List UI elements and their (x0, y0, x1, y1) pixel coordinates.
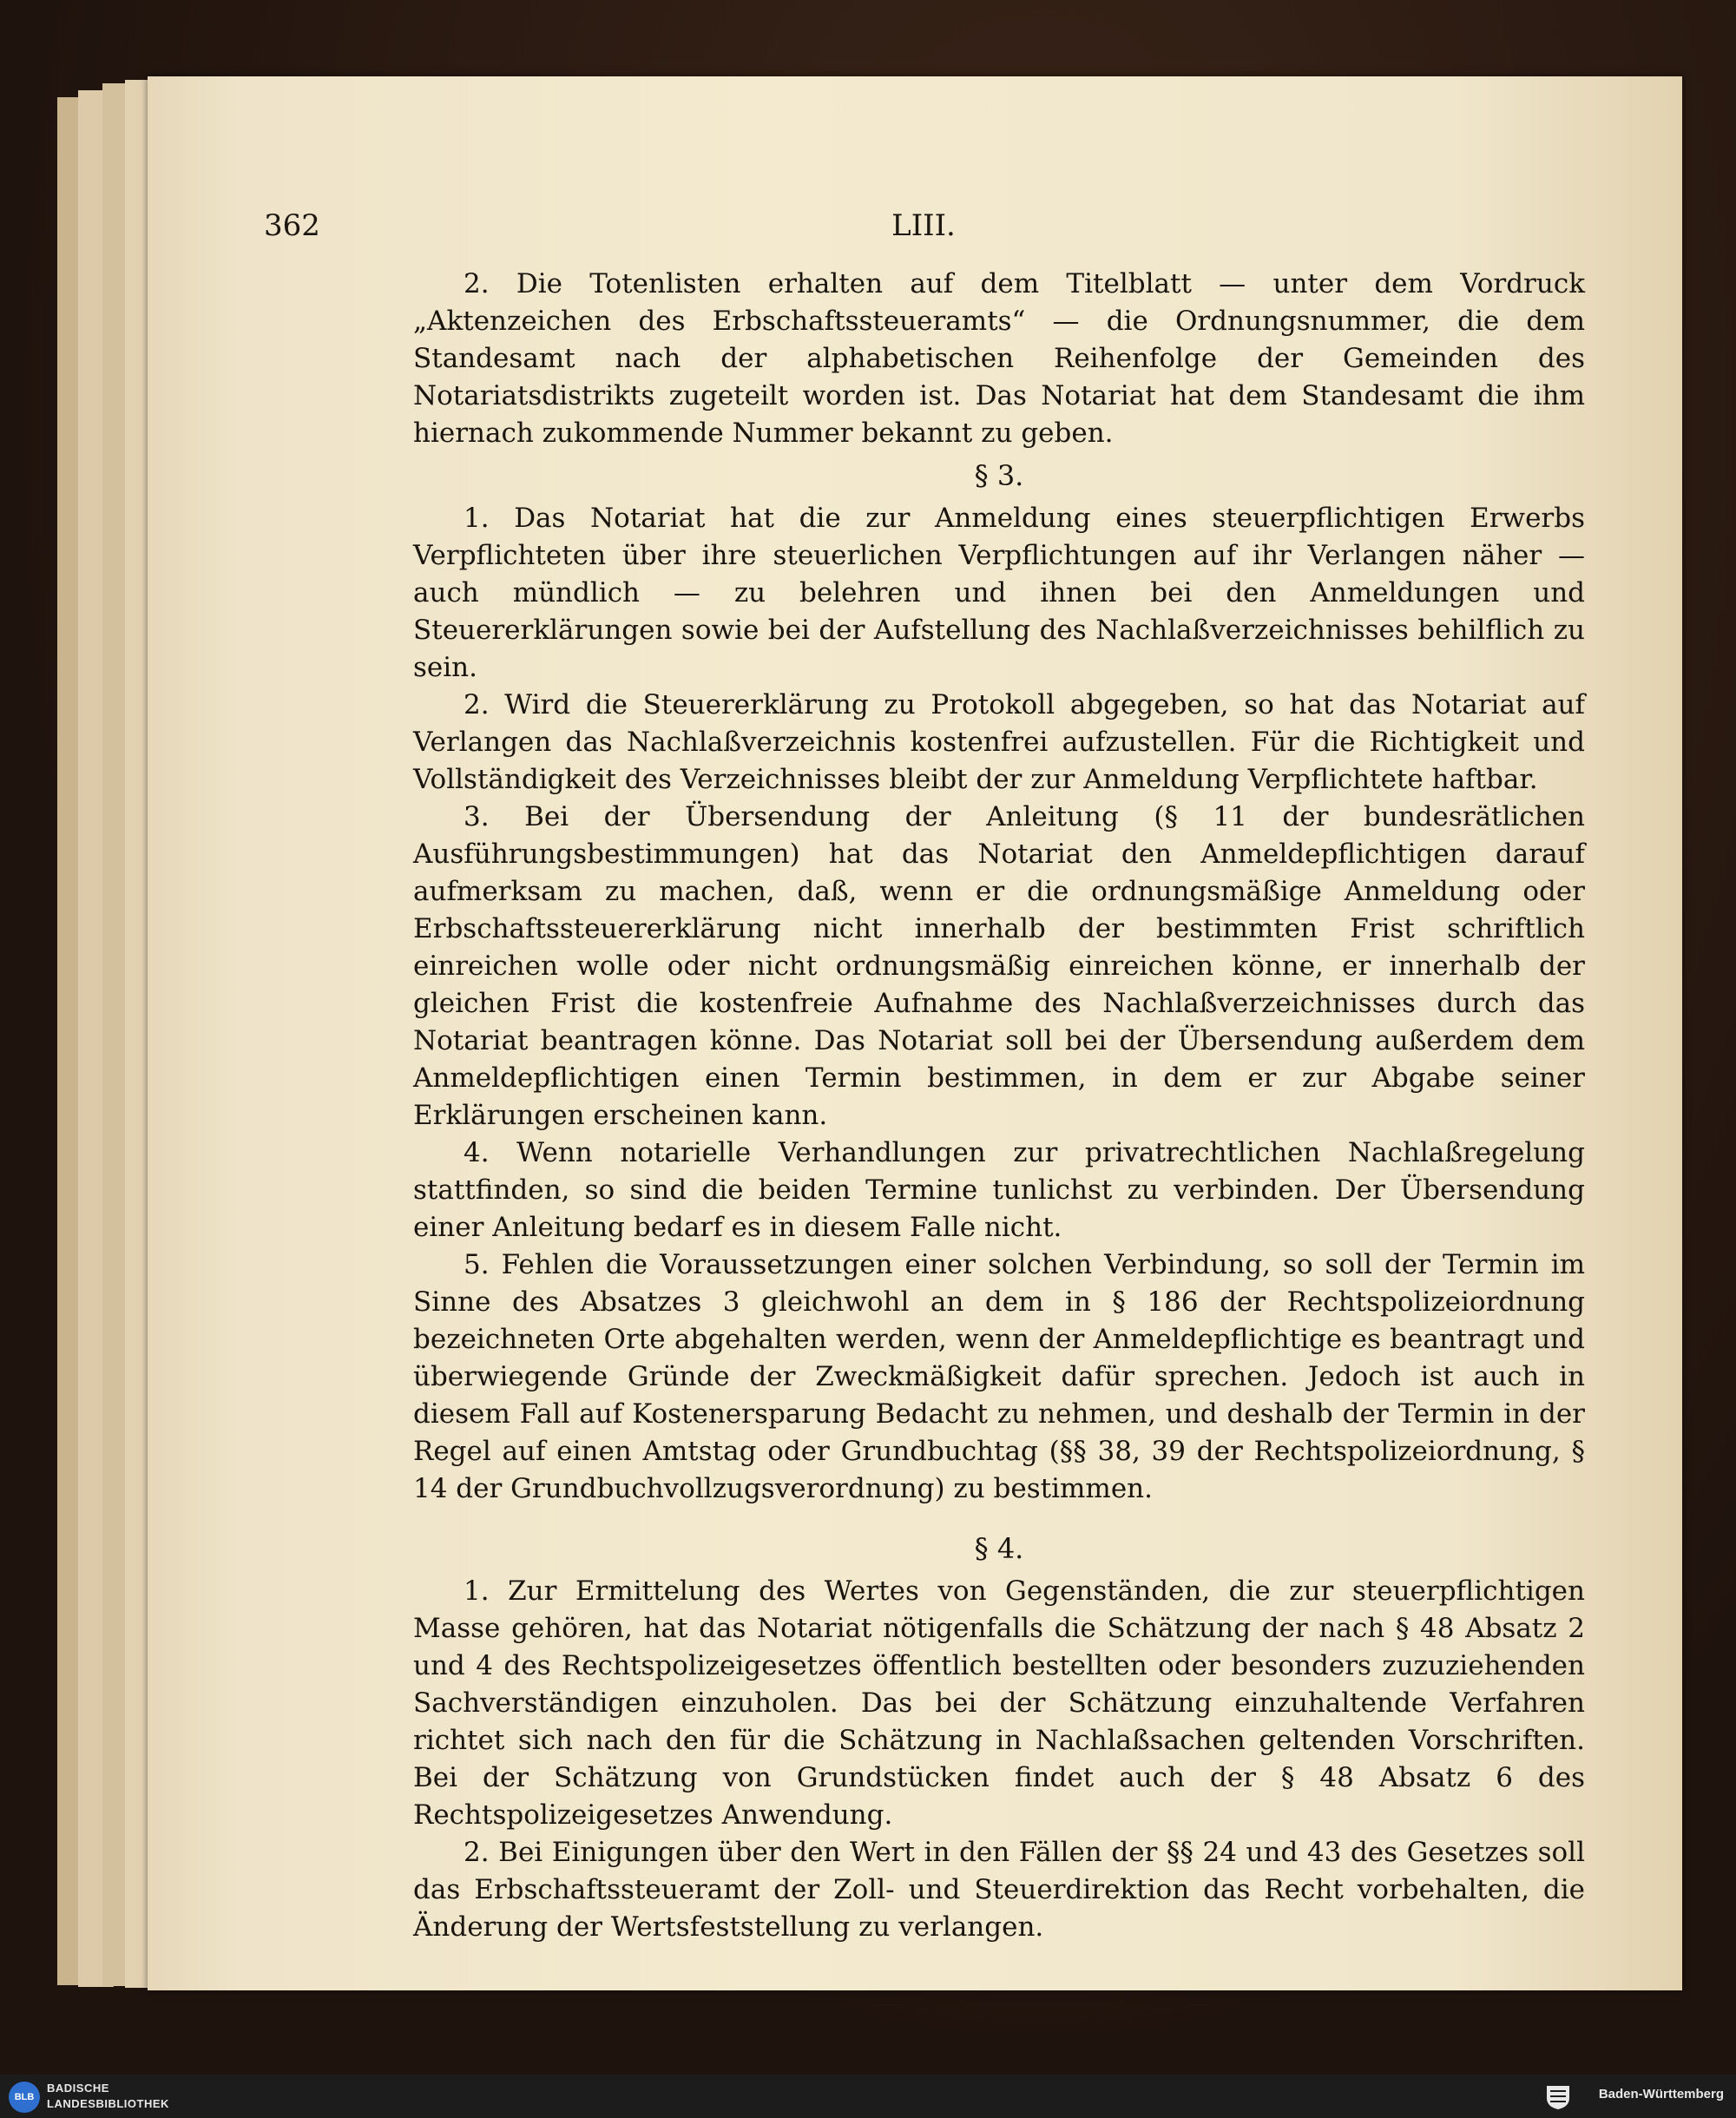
paragraph: 5. Fehlen die Voraussetzungen einer solchen Verbindung, so soll der Termin im Sinne des Absatzes 3 gleichwohl an dem in § 186 der Rechtspolizeiordnung bezeichneten Orte abgehalten werden, wenn der Anmeldepflichtige es beantragt und überwiegende Gründe der Zweckmäßigkeit dafür sprechen. Jedoch ist auch in diesem Fall auf Kostenersparung Bedacht zu nehmen, und deshalb der Termin in der Regel auf einen Amtstag oder Grundbuchtag (§§ 38, 39 der Rechtspolizeiordnung, § 14 der Grundbuchvollzugsverordnung) zu bestimmen. (413, 1249, 1585, 1504)
library-name-line2: LANDESBIBLIOTHEK (47, 2097, 169, 2110)
state-label[interactable]: Baden-Württemberg (1598, 2087, 1724, 2102)
paragraph: 4. Wenn notarielle Verhandlungen zur privatrechtlichen Nachlaßregelung stattfinden, so sind die beiden Termine tunlichst zu verbinden. Der Übersendung einer Anleitung bedarf es in diesem Falle nicht. (413, 1137, 1585, 1243)
page-body (413, 266, 1585, 1946)
state-crest-icon (1545, 2082, 1571, 2110)
paragraph: 3. Bei der Übersendung der Anleitung (§ 11 der bundesrätlichen Ausführungsbestimmungen) hat das Notariat den Anmeldepflichtigen darauf aufmerksam zu machen, daß, wenn er die ordnungsmäßige Anmeldung oder Erbschaftssteuererklärung nicht innerhalb der bestimmten Frist schriftlich einreichen wolle oder nicht ordnungsmäßig einreichen könne, er innerhalb der gleichen Frist die kostenfreie Aufnahme des Nachlaßverzeichnisses durch das Notariat beantragen könne. Das Notariat soll bei der Übersendung außerdem dem Anmeldepflichtigen einen Termin bestimmen, in dem er zur Abgabe seiner Erklärungen erscheinen kann. (413, 801, 1585, 1131)
paragraph: 2. Die Totenlisten erhalten auf dem Titelblatt — unter dem Vordruck „Aktenzeichen des Erbschaftssteueramts“ — die Ordnungsnummer, die dem Standesamt nach der alphabetischen Reihenfolge der Gemeinden des Notariatsdistrikts zugeteilt worden ist. Das Notariat hat dem Standesamt die ihm hiernach zukommende Nummer bekannt zu geben. (413, 268, 1585, 449)
paragraph: 2. Bei Einigungen über den Wert in den Fällen der §§ 24 und 43 des Gesetzes soll das Erbschaftssteueramt der Zoll- und Steuerdirektion das Recht vorbehalten, die Änderung der Wertsfeststellung zu verlangen. (413, 1837, 1585, 1943)
paragraph: 1. Das Notariat hat die zur Anmeldung eines steuerpflichtigen Erwerbs Verpflichteten über ihre steuerlichen Verpflichtungen auf ihr Verlangen näher — auch mündlich — zu belehren und ihnen bei den Anmeldungen und Steuererklärungen sowie bei der Aufstellung des Nachlaßverzeichnisses behilflich zu sein. (413, 503, 1585, 683)
section-heading: § 3. (974, 459, 1024, 492)
section (413, 266, 1585, 452)
paragraph: 1. Zur Ermittelung des Wertes von Gegenständen, die zur steuerpflichtigen Masse gehören, hat das Notariat nötigenfalls die Schätzung der nach § 48 Absatz 2 und 4 des Rechtspolizeigesetzes öffentlich bestellten oder besonders zuzuziehenden Sachverständigen einzuholen. Das bei der Schätzung einzuhaltende Verfahren richtet sich nach den für die Schätzung in Nachlaßsachen geltenden Vorschriften. Bei der Schätzung von Grundstücken findet auch der § 48 Absatz 6 des Rechtspolizeigesetzes Anwendung. (413, 1575, 1585, 1831)
page-header (264, 208, 1583, 260)
section (413, 1530, 1585, 1946)
paragraph: 2. Wird die Steuererklärung zu Protokoll abgegeben, so hat das Notariat auf Verlangen das Nachlaßverzeichnis kostenfrei aufzustellen. Für die Richtigkeit und Vollständigkeit des Verzeichnisses bleibt der zur Anmeldung Verpflichtete haftbar. (413, 689, 1585, 795)
running-head: LIII. (891, 208, 956, 243)
blb-logo-icon[interactable]: BLB (9, 2082, 40, 2113)
library-name-line1: BADISCHE (47, 2082, 109, 2095)
viewer-footer (0, 2075, 1736, 2118)
section (413, 457, 1585, 1508)
section-heading: § 4. (974, 1532, 1024, 1565)
library-name[interactable] (47, 2081, 169, 2112)
page-number: 362 (264, 208, 320, 243)
